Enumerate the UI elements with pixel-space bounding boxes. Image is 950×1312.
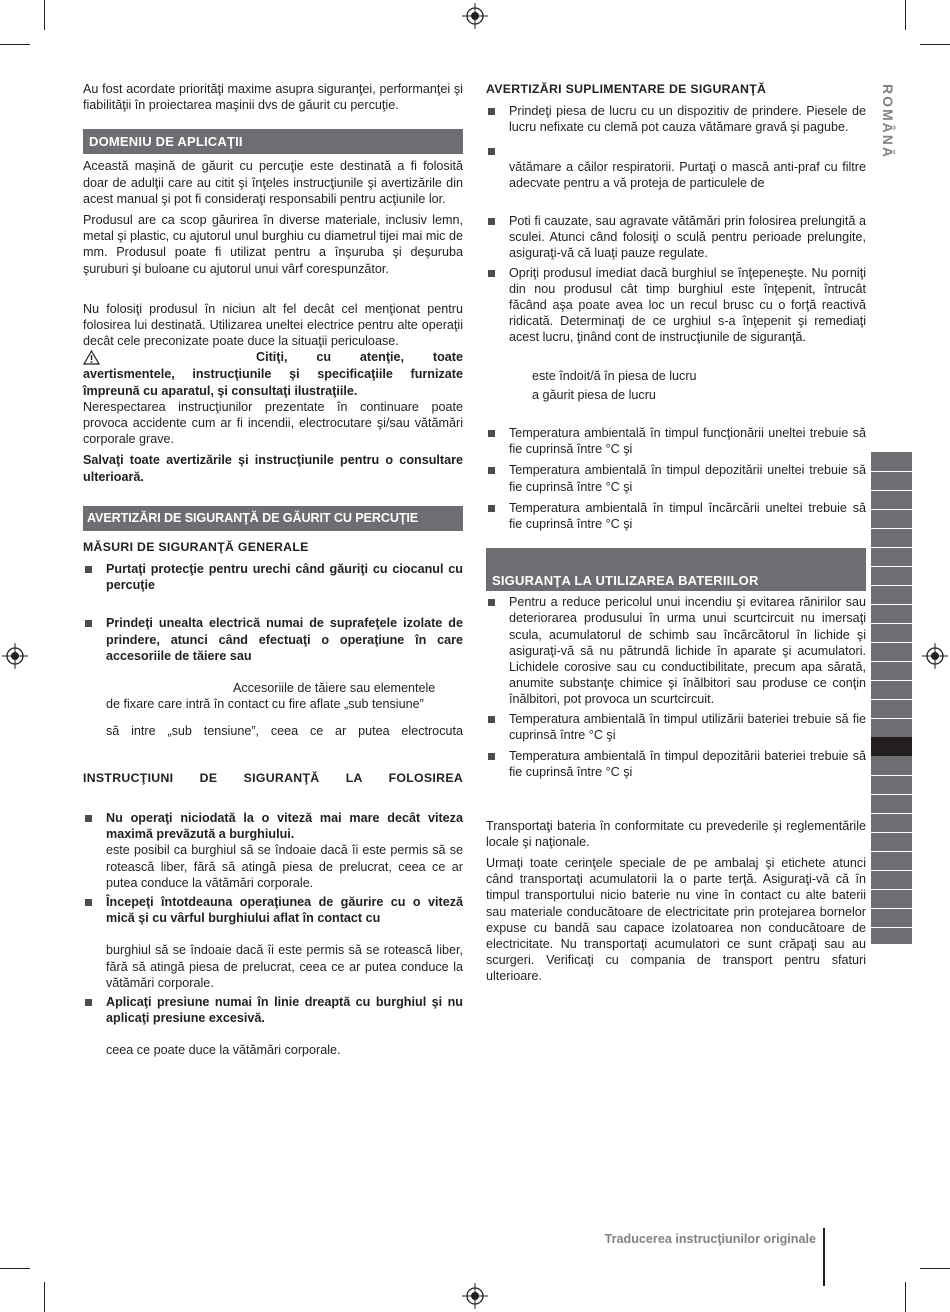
registration-mark-icon <box>462 3 488 29</box>
bullet-short-circuit: Pentru a reduce pericolul unui incendiu şi evitarea rănirilor sau deteriorarea produsului în urma unui scurtcircuit nu imersaţi scula, acumulatorul de schimb sau încărcătorul în lichide şi asiguraţi-vă să nu pătrundă lichide în aparate şi acumulatori. Lichidele corosive sau cu conductibilitate, precum apa sărată, anumite substanţe chimice şi înălbitori sau produse ce conţin înălbitori, pot provoca un scurtcircuit. <box>486 594 866 707</box>
text-line: burghiul să se îndoaie dacă îi este permis să se rotească liber, fără să atingă piesa de prelucrat, ceea ce ar putea conduce la vătămări corporale. <box>106 943 463 990</box>
text-line: ceea ce poate duce la vătămări corporale. <box>106 1043 341 1058</box>
text-line: a găurit piesa de lucru <box>532 387 656 402</box>
bullet-low-speed: Începeţi întotdeauna operaţiunea de găurire cu o viteză mică şi cu vârful burghiului aflat în contact cu <box>83 894 463 926</box>
subheading-general-safety: MĂSURI DE SIGURANŢĂ GENERALE <box>83 539 309 554</box>
crop-mark <box>44 1282 45 1312</box>
crop-mark <box>0 44 30 45</box>
subheading-additional-safety: AVERTIZĂRI SUPLIMENTARE DE SIGURANŢĂ <box>486 82 767 96</box>
paragraph: Această maşină de găurit cu percuţie este destinată a fi folosită doar de adulţii care au citit şi înţeles instrucţiunile şi avertizările din acest manual şi pot fi consideraţi responsabili pentru acţiunile lor. <box>83 159 463 206</box>
text-line: este îndoit/ă în piesa de lucru <box>532 368 697 383</box>
bullet-battery-temp-use: Temperatura ambientală în timpul utilizării bateriei trebuie să fie cuprinsă între °C şi <box>486 711 866 743</box>
transport-paragraph: Transportaţi bateria în conformitate cu prevederile şi reglementările locale şi naţionale. <box>486 818 866 849</box>
bullet-empty <box>486 143 866 159</box>
footer-text: Traducerea instrucţiunilor originale <box>604 1232 816 1246</box>
subheading-usage-safety: INSTRUCŢIUNI DE SIGURANŢĂ LA FOLOSIREA <box>83 770 463 785</box>
bullet-temp-charging: Temperatura ambientală în timpul încărcării uneltei trebuie să fie cuprinsă între °C şi <box>486 500 866 532</box>
warning-line <box>83 349 463 366</box>
bullet-clamp-workpiece: Prindeţi piesa de lucru cu un dispozitiv de prindere. Piesele de lucru nefixate cu clemă pot cauza vătămare gravă şi pagube. <box>486 103 866 135</box>
bullet-straight-pressure: Aplicaţi presiune numai în linie dreaptă cu burghiul şi nu aplicaţi presiune excesivă. <box>83 994 463 1026</box>
warning-bold-start: Citiţi, cu atenţie, toate <box>256 350 463 365</box>
paragraph: Produsul are ca scop găurirea în diverse materiale, inclusiv lemn, metal şi plastic, cu ajutorul unul burghiu cu diametrul tijei mai mic de mm. Produsul poate fi utilizat pentru a înşuruba şi deşuruba şuruburi şi buloane cu ajutorul unui vârf corespunzător. <box>83 213 463 276</box>
bullet-battery-temp-storage: Temperatura ambientală în timpul depozitării bateriei trebuie să fie cuprinsă între °C şi <box>486 748 866 780</box>
paragraph: Nu folosiţi produsul în niciun alt fel decât cel menţionat pentru folosirea lui destinată. Utilizarea uneltei electrice pentru alte operaţii decât cele preconizate poate duce la situaţii periculoase. <box>83 301 463 349</box>
right-column <box>486 81 866 985</box>
text-line: vătămare a căilor respiratorii. Purtaţi o mască anti-praf cu filtre adecvate pentru a vă proteja de particulele de <box>509 159 866 190</box>
text-line: să intre „sub tensiune”, ceea ce ar putea electrocuta <box>106 724 463 739</box>
section-title-drill-safety: AVERTIZĂRI DE SIGURANŢĂ DE GĂURIT CU PERCUŢIE <box>83 506 463 531</box>
left-column <box>83 81 463 1059</box>
bullet-ear-protection: Purtaţi protecţie pentru urechi când găuriţi cu ciocanul cu percuţie <box>83 561 463 593</box>
registration-mark-icon <box>2 643 28 669</box>
language-tab: ROMÂNĂ <box>880 84 896 159</box>
crop-mark <box>920 1268 950 1269</box>
save-instructions-note: Salvaţi toate avertizările şi instrucţiunile pentru o consultare ulterioară. <box>83 453 463 484</box>
active-tab <box>871 737 912 756</box>
bullet-temp-storage: Temperatura ambientală în timpul depozitării uneltei trebuie să fie cuprinsă între °C şi <box>486 462 866 494</box>
registration-mark-icon <box>922 643 948 669</box>
registration-mark-icon <box>462 1283 488 1309</box>
crop-mark <box>920 44 950 45</box>
text-line: Accesoriile de tăiere sau elementele <box>233 681 436 696</box>
crop-mark <box>0 1268 30 1269</box>
crop-mark <box>905 1282 906 1312</box>
warning-bold-text: avertismentele, instrucţiunile şi specificaţiile furnizate împreună cu aparatul, şi consultaţi ilustraţiile. <box>83 367 463 398</box>
text-line: de fixare care intră în contact cu fire aflate „sub tensiune” <box>106 697 424 712</box>
footer-divider <box>823 1228 825 1286</box>
bullet-insulated-surfaces: Prindeţi unealta electrică numai de suprafeţele izolate de prindere, atunci când efectuaţi o operaţiune în care accesoriile de tăiere sau <box>83 615 463 664</box>
intro-paragraph: Au fost acordate priorităţi maxime asupra siguranţei, performanţei şi fiabilităţii în proiectarea maşinii dvs de găurit cu percuţie. <box>83 82 463 113</box>
bullet-max-speed: Nu operaţi niciodată la o viteză mai mare decât viteza maximă prevăzută a burghiului. este posibil ca burghiul să se îndoaie dacă îi este permis să se rotească liber, fără să atingă piesa de prelucrat, ceea ce ar putea conduce la vătămări corporale. <box>83 810 463 891</box>
thumb-index-tabs <box>871 452 912 944</box>
crop-mark <box>905 0 906 30</box>
crop-mark <box>44 0 45 30</box>
warning-triangle-icon <box>83 350 100 365</box>
section-title-battery-safety: SIGURANŢA LA UTILIZAREA BATERIILOR <box>486 548 866 591</box>
section-title-application: DOMENIU DE APLICAŢII <box>83 129 463 154</box>
transport-paragraph: Urmaţi toate cerinţele speciale de pe ambalaj şi etichete atunci când transportaţi acumulatorii la o parte terţă. Asiguraţi-vă că în timpul transportului nicio baterie nu vine în contact cu alte baterii sau materiale conducătoare de electricitate prin protejarea bornelor expuse cu bandă sau capace izolatoarea non conducătoare de electricitate. Nu transportaţi acumulatori ce sunt crăpaţi sau au scurgeri. Verificaţi cu compania de transport pentru sfaturi ulterioare. <box>486 855 866 984</box>
bullet-prolonged-use: Poti fi cauzate, sau agravate vătămări prin folosirea prelungită a sculei. Atunci când folosiţi o sculă pentru perioade prelungite, asiguraţi-vă că luaţi pauze regulate. <box>486 213 866 262</box>
warning-text: Nerespectarea instrucţiunilor prezentate în continuare poate provoca accidente cum ar fi incendii, electrocutare şi/sau vătămări corporale grave. <box>83 399 463 447</box>
bullet-bit-jam: Opriţi produsul imediat dacă burghiul se înţepeneşte. Nu porniţi din nou produsul cât timp burghiul este înţepenit, întrucât făcând aşa poate avea loc un recul brusc cu o forţă reactivă ridicată. Determinaţi de ce urghiul s-a înţepenit şi remediaţi acest lucru, ţinând cont de instrucţiunile de siguranţă. <box>486 265 866 346</box>
bullet-temp-operation: Temperatura ambientală în timpul funcţionării uneltei trebuie să fie cuprinsă între °C şi <box>486 425 866 457</box>
